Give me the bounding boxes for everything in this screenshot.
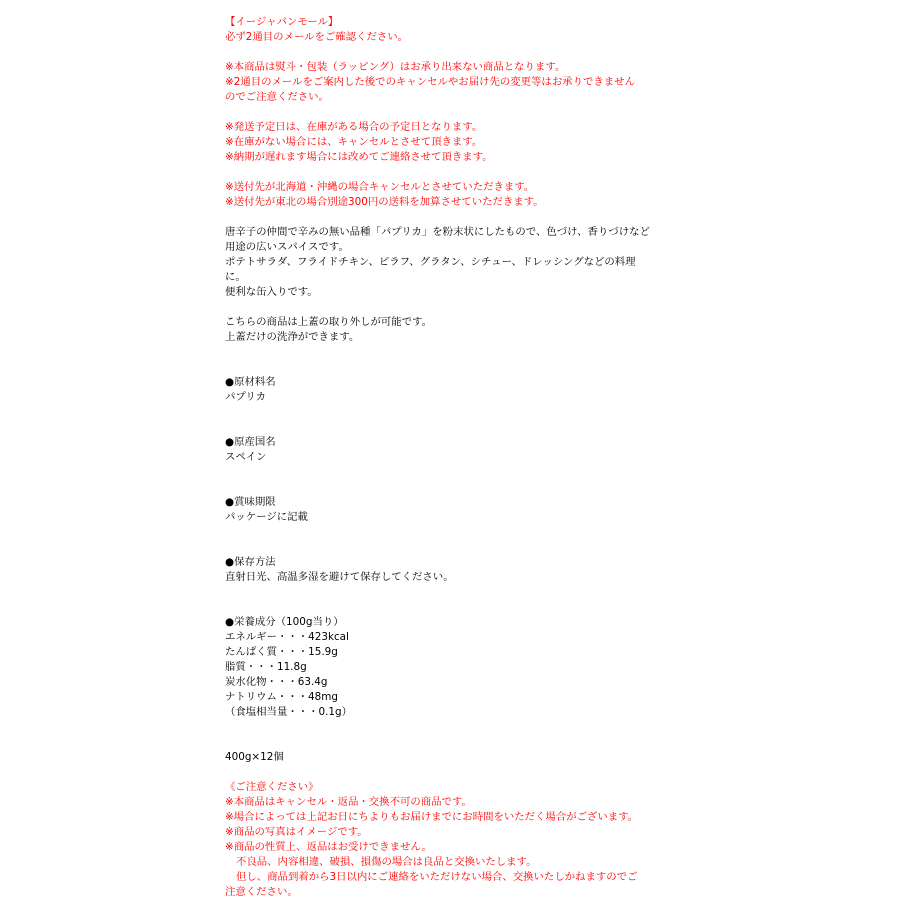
lid-info-line: 上蓋だけの洗浄ができます。 — [225, 331, 360, 343]
nutrition-item: 脂質・・・11.8g — [225, 661, 307, 673]
caution-indented-line: 不良品、内容相違、破損、損傷の場合は良品と交換いたします。 — [236, 856, 537, 868]
notice-line: ※発送予定日は、在庫がある場合の予定日となります。 — [225, 121, 483, 133]
storage-value: 直射日光、高温多湿を避けて保存してください。 — [225, 571, 454, 583]
description-line: 用途の広いスパイスです。 — [225, 241, 349, 253]
wrapping-notices — [225, 60, 665, 105]
ingredients-section — [225, 375, 665, 405]
caution-line: ※商品の性質上、返品はお受けできません。 — [225, 841, 432, 853]
nutrition-item: エネルギー・・・423kcal — [225, 631, 349, 643]
caution-last-line: 注意ください。 — [225, 886, 298, 898]
shop-header — [225, 15, 665, 45]
storage-section — [225, 555, 665, 585]
shipping-notices — [225, 120, 665, 165]
notice-line: ※在庫がない場合には、キャンセルとさせて頂きます。 — [225, 136, 483, 148]
nutrition-item: （食塩相当量・・・0.1g） — [225, 706, 353, 718]
product-text — [225, 225, 665, 300]
notice-line: ※納期が遅れます場合には改めてご連絡させて頂きます。 — [225, 151, 493, 163]
lid-info — [225, 315, 665, 345]
storage-heading: ●保存方法 — [225, 556, 276, 568]
origin-section — [225, 435, 665, 465]
description-line: 唐辛子の仲間で辛みの無い品種「パプリカ」を粉末状にしたもので、色づけ、香りづけなど — [225, 226, 650, 238]
nutrition-heading: ●栄養成分（100g当り） — [225, 616, 344, 628]
lid-info-line: こちらの商品は上蓋の取り外しが可能です。 — [225, 316, 432, 328]
origin-heading: ●原産国名 — [225, 436, 276, 448]
caution-heading: 《ご注意ください》 — [225, 781, 319, 793]
ingredients-value: パプリカ — [225, 391, 267, 403]
expiry-section — [225, 495, 665, 525]
package-section — [225, 750, 665, 765]
caution-line: ※場合によっては上記お日にちよりもお届けまでにお時間をいただく場合がございます。 — [225, 811, 639, 823]
nutrition-item: 炭水化物・・・63.4g — [225, 676, 328, 688]
origin-value: スペイン — [225, 451, 267, 463]
description-line: ポテトサラダ、フライドチキン、ピラフ、グラタン、シチュー、ドレッシングなどの料理 — [225, 256, 636, 268]
region-notices — [225, 180, 665, 210]
caution-section — [225, 780, 665, 900]
ingredients-heading: ●原材料名 — [225, 376, 276, 388]
notice-line: のでご注意ください。 — [225, 91, 329, 103]
caution-line: ※本商品はキャンセル・返品・交換不可の商品です。 — [225, 796, 472, 808]
caution-line: ※商品の写真はイメージです。 — [225, 826, 368, 838]
nutrition-item: ナトリウム・・・48mg — [225, 691, 338, 703]
description-line: に。 — [225, 271, 246, 283]
expiry-value: パッケージに記載 — [225, 511, 308, 523]
description-line: 便利な缶入りです。 — [225, 286, 318, 298]
expiry-heading: ●賞味期限 — [225, 496, 276, 508]
notice-line: ※2通目のメールをご案内した後でのキャンセルやお届け先の変更等はお承りできません — [225, 76, 635, 88]
nutrition-item: たんぱく質・・・15.9g — [225, 646, 338, 658]
confirm-mail-notice: 必ず2通目のメールをご確認ください。 — [225, 31, 409, 43]
product-description — [225, 15, 665, 900]
nutrition-section — [225, 615, 665, 720]
notice-line: ※本商品は熨斗・包装（ラッピング）はお承り出来ない商品となります。 — [225, 61, 566, 73]
package-size: 400g×12個 — [225, 751, 284, 763]
caution-indented-line: 但し、商品到着から3日以内にご連絡をいただけない場合、交換いたしかねますのでご — [236, 871, 638, 883]
notice-line: ※送付先が東北の場合別途300円の送料を加算させていただきます。 — [225, 196, 544, 208]
shop-name: 【イージャパンモール】 — [225, 16, 339, 28]
notice-line: ※送付先が北海道・沖縄の場合キャンセルとさせていただきます。 — [225, 181, 535, 193]
